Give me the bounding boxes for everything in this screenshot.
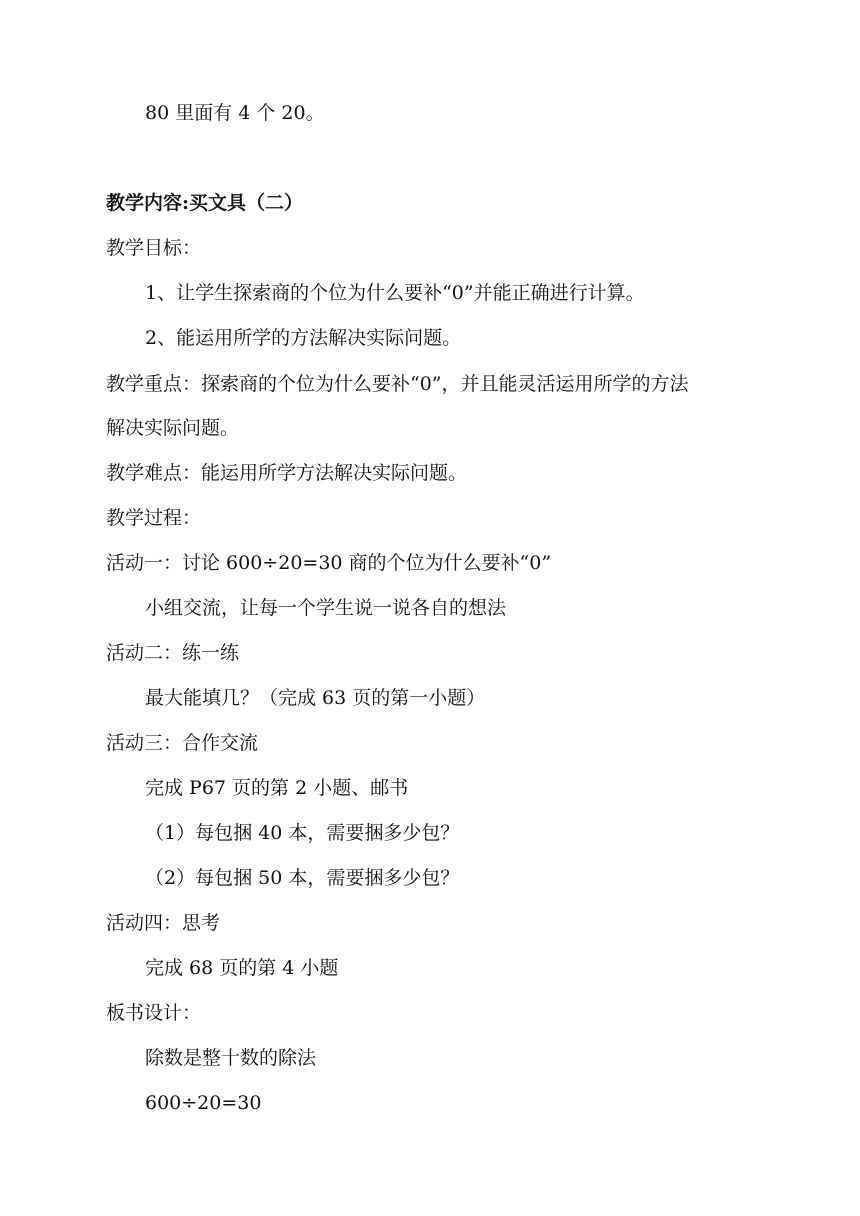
text-line: 活动二：练一练 [106,642,240,664]
text-line: 教学目标： [106,237,202,259]
text-line: （2）每包捆 50 本，需要捆多少包？ [145,867,460,889]
text-line: 600÷20=30 [145,1092,262,1114]
text-line: 80 里面有 4 个 20。 [145,102,325,124]
text-line: 板书设计： [106,1002,202,1024]
text-line: （1）每包捆 40 本，需要捆多少包？ [145,822,460,844]
text-line: 活动一：讨论 600÷20=30 商的个位为什么要补“0” [106,552,552,574]
text-line: 2、能运用所学的方法解决实际问题。 [145,327,462,349]
text-line: 完成 P67 页的第 2 小题、邮书 [145,777,409,799]
section-heading: 教学内容:买文具（二） [106,192,304,214]
text-line: 活动三：合作交流 [106,732,259,754]
text-line: 教学重点：探索商的个位为什么要补“0”，并且能灵活运用所学的方法 [106,373,689,395]
text-line: 最大能填几？（完成 63 页的第一小题） [145,687,486,709]
text-line: 除数是整十数的除法 [145,1047,317,1069]
text-line: 完成 68 页的第 4 小题 [145,957,339,979]
text-line: 解决实际问题。 [106,417,240,439]
text-line: 教学难点：能运用所学方法解决实际问题。 [106,462,468,484]
text-line: 教学过程： [106,507,202,529]
text-line: 活动四：思考 [106,912,221,934]
text-line: 1、让学生探索商的个位为什么要补“0”并能正确进行计算。 [145,282,645,304]
text-line: 小组交流，让每一个学生说一说各自的想法 [145,597,507,619]
